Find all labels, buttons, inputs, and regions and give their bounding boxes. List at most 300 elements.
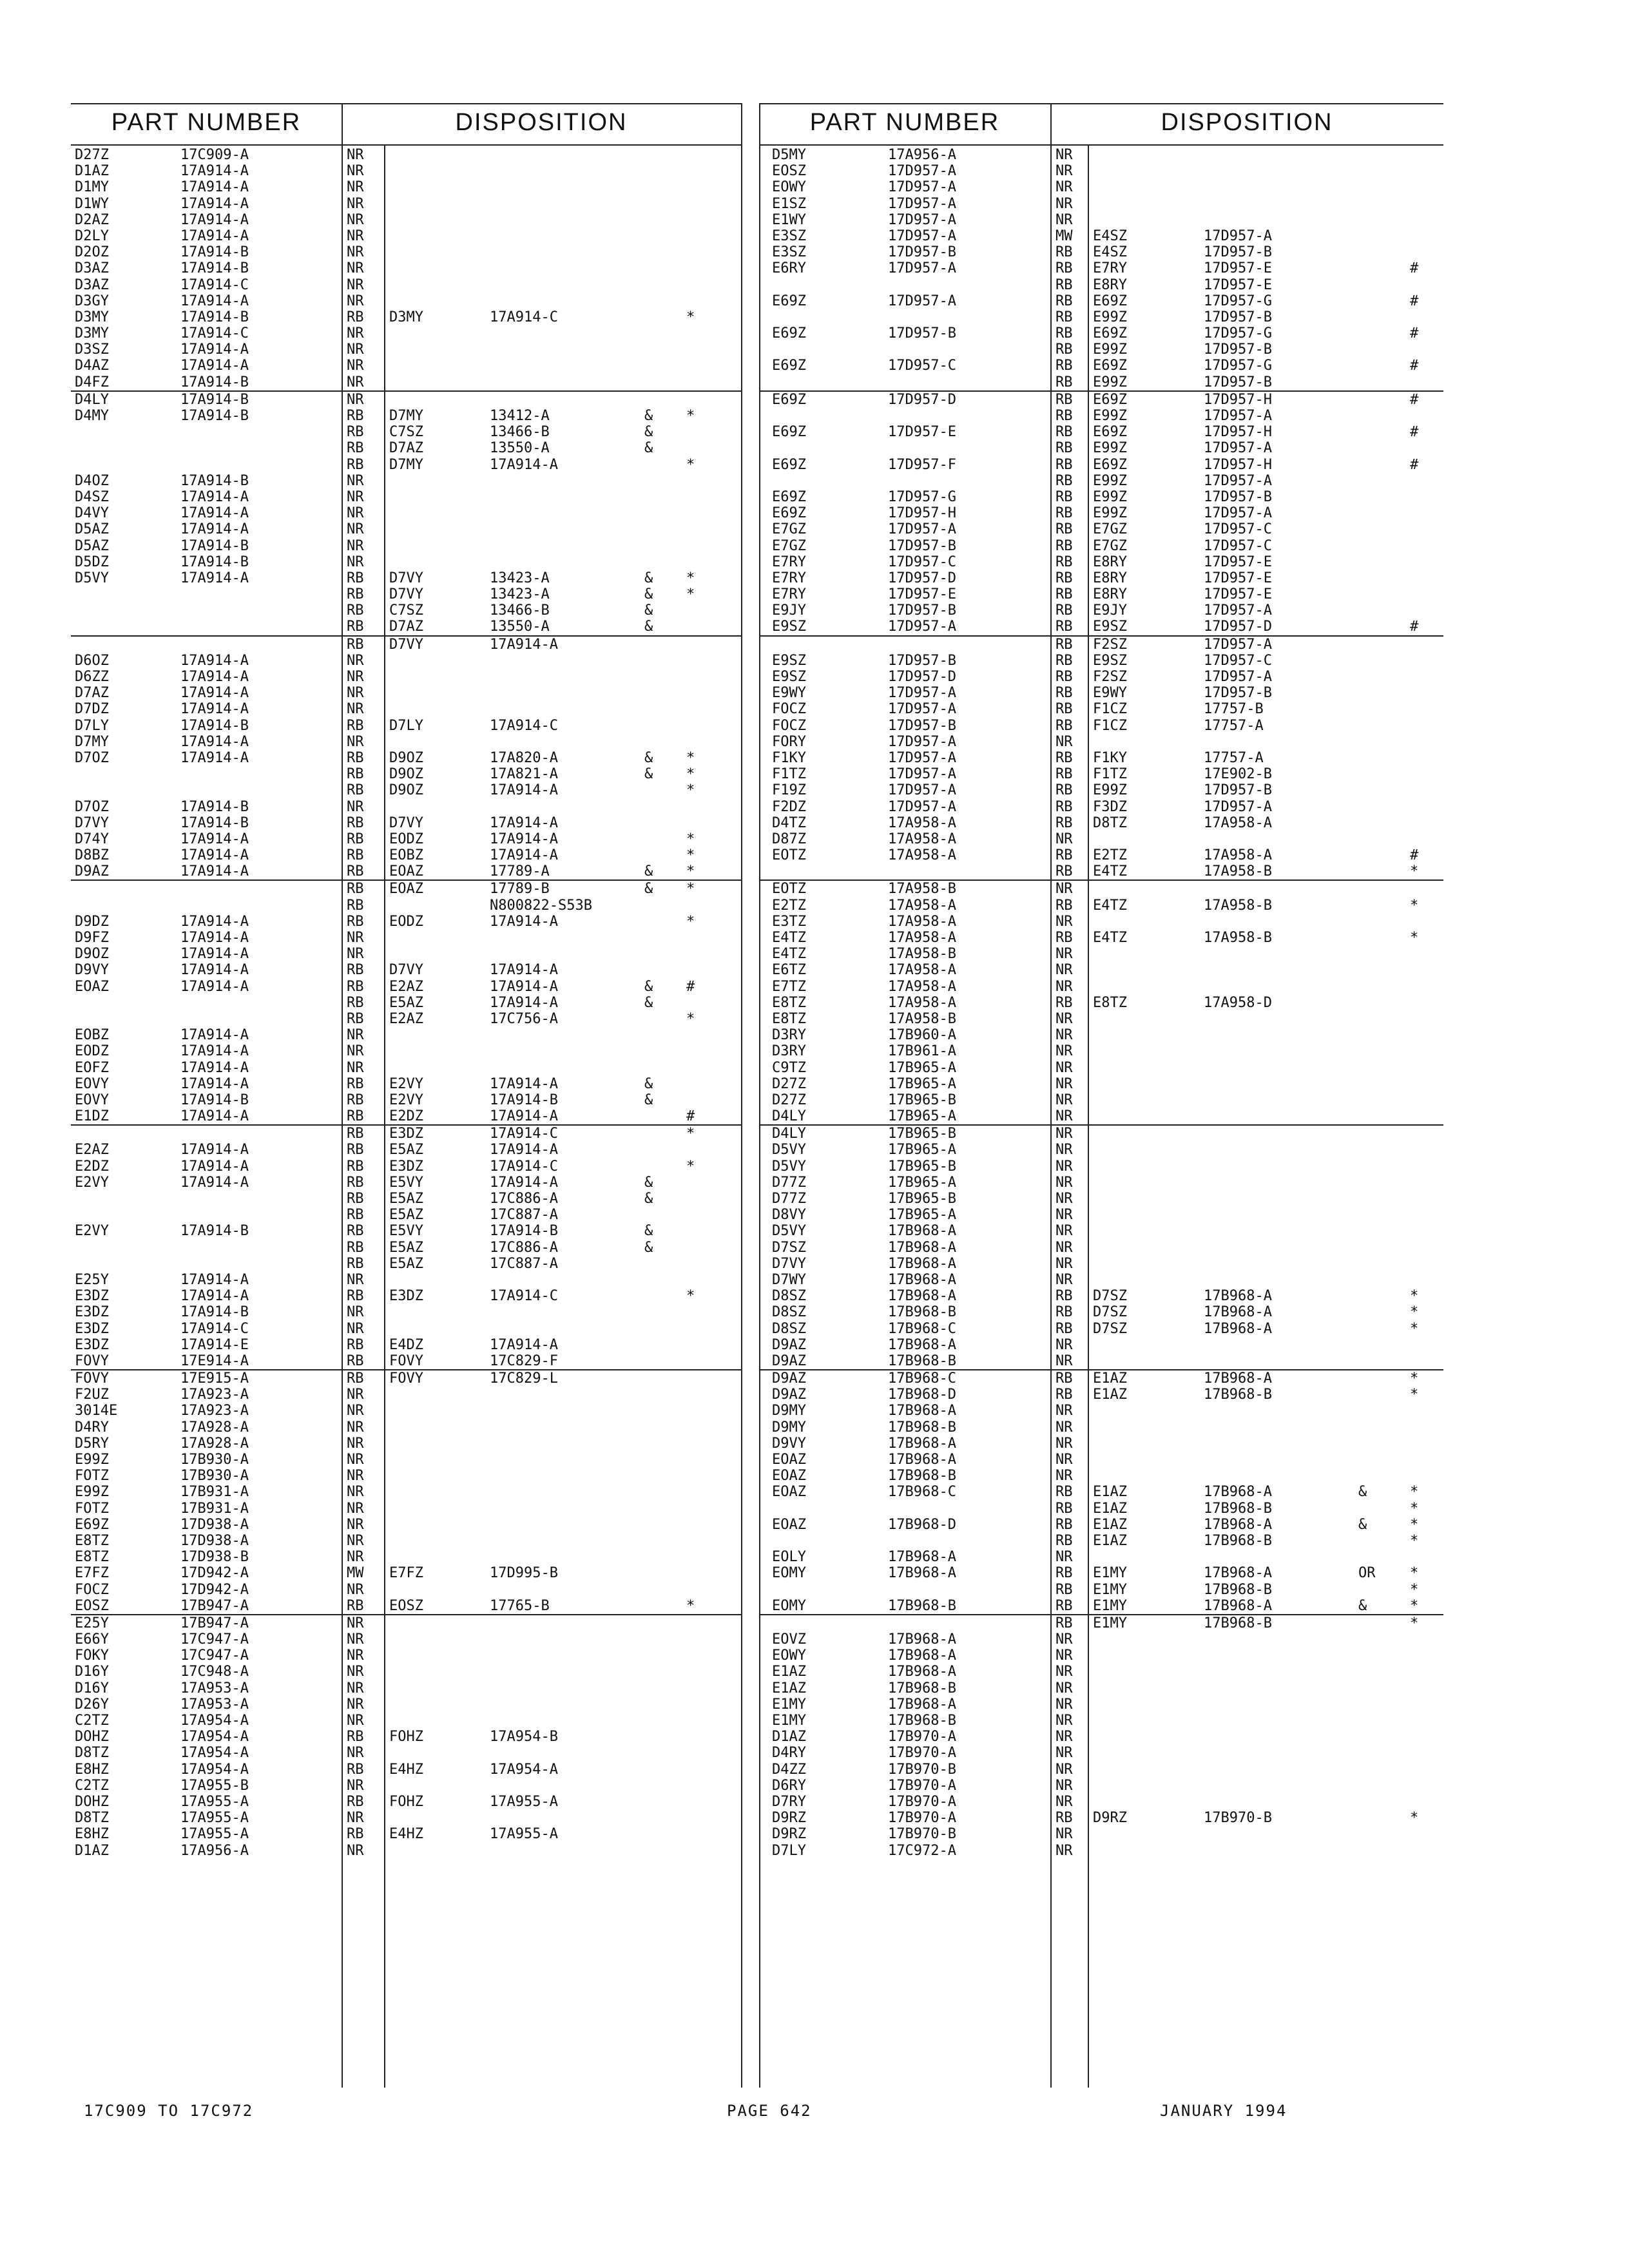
table-row [71, 1631, 741, 1648]
part-code: E2AZ [75, 1142, 109, 1158]
disposition-code: RB [1055, 309, 1073, 325]
replacement-number: 17A958-A [1204, 814, 1272, 831]
part-code: D4MY [75, 408, 109, 424]
part-number: 17A954-A [180, 1729, 249, 1745]
replacement-number: 17A955-A [490, 1793, 558, 1810]
table-row [759, 1158, 1443, 1175]
part-code: D8SZ [772, 1288, 806, 1305]
table-row [759, 718, 1443, 734]
replacement-code: E2AZ [389, 1010, 423, 1027]
mark-2: * [1410, 930, 1419, 946]
part-number: 17B965-A [888, 1108, 956, 1125]
part-code: E3SZ [772, 227, 806, 244]
table-row [759, 1664, 1443, 1680]
table-row [759, 341, 1443, 358]
replacement-number: 17D957-E [1204, 586, 1272, 603]
disposition-code: NR [1055, 195, 1073, 212]
table-row [759, 1631, 1443, 1648]
replacement-code: FOVY [389, 1370, 423, 1387]
part-number: 17B968-C [888, 1484, 956, 1501]
part-number: 17A914-A [180, 179, 249, 196]
part-code: D1AZ [75, 1842, 109, 1859]
part-number: 17A914-A [180, 1059, 249, 1076]
part-number: 17A914-A [180, 733, 249, 750]
table-row [759, 1778, 1443, 1794]
table-row [71, 1484, 741, 1500]
table-row [759, 325, 1443, 341]
left-table [71, 103, 741, 2088]
mark-2: * [686, 1158, 695, 1175]
replacement-code: EODZ [389, 831, 423, 847]
table-row [759, 1615, 1443, 1631]
part-code: EOVY [75, 1075, 109, 1092]
part-number: 17D957-A [888, 211, 956, 228]
mark-2: * [686, 847, 695, 864]
table-row [759, 521, 1443, 537]
part-number: 17A958-A [888, 847, 956, 864]
part-code: E8TZ [772, 1010, 806, 1027]
table-row [71, 586, 741, 602]
part-number: 17A914-A [180, 1075, 249, 1092]
table-row [759, 1810, 1443, 1826]
replacement-code: E69Z [1093, 456, 1127, 473]
part-number: 17B965-B [888, 1091, 956, 1108]
part-number: 17D957-A [888, 766, 956, 783]
table-row [71, 1353, 741, 1370]
replacement-number: 17A914-A [490, 782, 558, 799]
part-number: 17A914-A [180, 1174, 249, 1191]
table-row [759, 831, 1443, 847]
disposition-code: RB [1055, 408, 1073, 424]
replacement-number: 13423-A [490, 586, 550, 603]
disposition-code: NR [347, 211, 364, 228]
part-number: 17B970-B [888, 1826, 956, 1843]
table-row [759, 1403, 1443, 1419]
mark-2: * [686, 570, 695, 586]
table-row [759, 1142, 1443, 1158]
replacement-number: 17D957-E [1204, 276, 1272, 293]
disposition-code: NR [1055, 1745, 1073, 1762]
part-code: D27Z [772, 1075, 806, 1092]
disposition-code: MW [1055, 227, 1073, 244]
replacement-number: 17D957-B [1204, 782, 1272, 799]
table-row [71, 1664, 741, 1680]
disposition-code: NR [1055, 1419, 1073, 1436]
disposition-code: RB [347, 1142, 364, 1158]
replacement-code: E8RY [1093, 586, 1127, 603]
disposition-code: RB [347, 456, 364, 473]
disposition-code: RB [347, 1370, 364, 1387]
disposition-code: RB [347, 1010, 364, 1027]
replacement-code: D7LY [389, 717, 423, 734]
replacement-code: E2AZ [389, 978, 423, 995]
replacement-number: 17A914-A [490, 831, 558, 847]
part-code: E1AZ [772, 1664, 806, 1680]
replacement-number: 17C886-A [490, 1239, 558, 1256]
table-row [71, 293, 741, 309]
part-number: 17B965-A [888, 1174, 956, 1191]
replacement-code: E99Z [1093, 472, 1127, 489]
replacement-code: E8RY [1093, 276, 1127, 293]
part-code: D16Y [75, 1664, 109, 1680]
part-number: 17B968-A [888, 1696, 956, 1713]
part-number: 17B965-B [888, 1126, 956, 1142]
mark-2: * [686, 408, 695, 424]
part-number: 17D957-A [888, 260, 956, 277]
replacement-number: 17757-A [1204, 717, 1264, 734]
disposition-code: RB [1055, 897, 1073, 914]
part-number: 17B968-A [888, 1239, 956, 1256]
replacement-code: E3DZ [389, 1158, 423, 1175]
part-number: 17A914-A [180, 685, 249, 702]
table-row [71, 1419, 741, 1436]
disposition-code: NR [347, 1419, 364, 1436]
part-code: FORY [772, 733, 806, 750]
part-code: D1AZ [772, 1729, 806, 1745]
mark-1: & [644, 570, 653, 586]
table-row [71, 1745, 741, 1761]
disposition-code: RB [347, 1336, 364, 1353]
part-number: 17A914-C [180, 276, 249, 293]
part-number: 17A914-A [180, 195, 249, 212]
part-code: D9VY [75, 962, 109, 979]
table-row [759, 1108, 1443, 1126]
table-row [71, 685, 741, 701]
table-row [71, 1011, 741, 1027]
disposition-code: RB [1055, 424, 1073, 441]
part-number: 17D957-H [888, 505, 956, 522]
table-row [71, 1304, 741, 1320]
replacement-number: 17A914-A [490, 636, 558, 653]
replacement-code: D7VY [389, 814, 423, 831]
disposition-code: NR [1055, 1191, 1073, 1207]
replacement-code: E1AZ [1093, 1387, 1127, 1403]
table-row [71, 782, 741, 798]
part-number: 17A958-A [888, 978, 956, 995]
table-row [71, 946, 741, 962]
disposition-code: NR [347, 1745, 364, 1762]
replacement-number: 17789-B [490, 881, 550, 898]
table-row [71, 1648, 741, 1664]
table-row [759, 163, 1443, 179]
part-number: 17A914-A [180, 1271, 249, 1288]
table-row [759, 260, 1443, 276]
part-code: E8HZ [75, 1826, 109, 1843]
part-code: D4LY [772, 1108, 806, 1125]
replacement-number: 17D957-A [1204, 798, 1272, 815]
disposition-code: RB [1055, 1304, 1073, 1321]
table-row [71, 554, 741, 570]
disposition-code: RB [347, 962, 364, 979]
disposition-code: RB [1055, 440, 1073, 457]
mark-2: # [686, 978, 695, 995]
table-row [71, 1272, 741, 1288]
replacement-code: EOBZ [389, 847, 423, 864]
disposition-code: NR [1055, 1468, 1073, 1485]
replacement-code: E5AZ [389, 1191, 423, 1207]
disposition-code: NR [1055, 1142, 1073, 1158]
disposition-code: NR [1055, 1336, 1073, 1353]
part-code: E7FZ [75, 1565, 109, 1582]
part-code: E3SZ [772, 244, 806, 261]
part-number: 17B968-A [888, 1648, 956, 1664]
replacement-number: 17D957-G [1204, 325, 1272, 342]
replacement-code: F2SZ [1093, 669, 1127, 685]
part-number: 17A914-A [180, 863, 249, 880]
replacement-code: D7AZ [389, 440, 423, 457]
part-code: E7GZ [772, 521, 806, 538]
replacement-code: E8TZ [1093, 994, 1127, 1011]
table-row [759, 782, 1443, 798]
mark-2: * [686, 749, 695, 766]
part-number: 17D957-D [888, 391, 956, 408]
part-number: 17A914-A [180, 962, 249, 979]
part-code: C2TZ [75, 1777, 109, 1794]
disposition-code: NR [347, 1664, 364, 1680]
table-row [71, 1533, 741, 1549]
disposition-code: NR [347, 553, 364, 570]
disposition-code: RB [347, 1597, 364, 1614]
part-code: D8SZ [772, 1320, 806, 1337]
part-code: EOTZ [772, 881, 806, 898]
replacement-number: 17A914-C [490, 1288, 558, 1305]
part-number: 17A914-A [180, 669, 249, 685]
disposition-code: NR [347, 1320, 364, 1337]
disposition-code: NR [347, 1271, 364, 1288]
replacement-number: 13466-B [490, 602, 550, 619]
part-number: 17B968-A [888, 1271, 956, 1288]
part-code: D4ZZ [772, 1761, 806, 1778]
disposition-code: RB [1055, 1565, 1073, 1582]
part-code: D3MY [75, 325, 109, 342]
replacement-code: D7MY [389, 408, 423, 424]
mark-1: & [644, 1239, 653, 1256]
table-row [71, 163, 741, 179]
table-row [71, 1370, 741, 1387]
disposition-code: NR [347, 227, 364, 244]
part-number: 17B947-A [180, 1597, 249, 1614]
disposition-code: RB [347, 1075, 364, 1092]
table-row [71, 212, 741, 228]
replacement-number: 17757-B [1204, 701, 1264, 718]
part-number: 17A914-B [180, 244, 249, 261]
part-code: D4FZ [75, 374, 109, 390]
disposition-code: NR [1055, 1255, 1073, 1272]
part-code: E8TZ [772, 994, 806, 1011]
replacement-number: 17D957-B [1204, 488, 1272, 505]
table-row [71, 1175, 741, 1191]
part-code: D9AZ [772, 1336, 806, 1353]
part-number: 17D957-C [888, 358, 956, 374]
disposition-code: MW [347, 1565, 364, 1582]
part-number: 17A914-E [180, 1336, 249, 1353]
table-row [71, 196, 741, 212]
disposition-code: NR [347, 244, 364, 261]
table-row [759, 653, 1443, 669]
part-number: 17A923-A [180, 1403, 249, 1419]
table-row [71, 244, 741, 260]
table-row [71, 1565, 741, 1581]
table-row [71, 457, 741, 473]
disposition-code: NR [347, 1387, 364, 1403]
part-code: E99Z [75, 1452, 109, 1468]
part-number: 17B930-A [180, 1468, 249, 1485]
part-number: 17B970-A [888, 1777, 956, 1794]
part-number: 17A914-A [180, 341, 249, 358]
replacement-number: 17A914-B [490, 1091, 558, 1108]
part-number: 17A914-A [180, 1288, 249, 1305]
mark-2: * [1410, 1516, 1419, 1533]
replacement-code: E99Z [1093, 505, 1127, 522]
part-code: FOCZ [772, 701, 806, 718]
part-code: E9WY [772, 685, 806, 702]
replacement-number: 13466-B [490, 424, 550, 441]
table-row [759, 1387, 1443, 1403]
mark-1: & [1358, 1516, 1367, 1533]
part-number: 17B965-A [888, 1142, 956, 1158]
part-number: 17D957-A [888, 521, 956, 538]
part-code: E69Z [772, 488, 806, 505]
replacement-number: 17C829-L [490, 1370, 558, 1387]
part-number: 17A914-B [180, 391, 249, 408]
replacement-number: 17C887-A [490, 1207, 558, 1224]
replacement-number: 17D957-A [1204, 669, 1272, 685]
replacement-number: 17A820-A [490, 749, 558, 766]
part-code: D4AZ [75, 358, 109, 374]
part-code: E9SZ [772, 619, 806, 635]
disposition-code: NR [1055, 1158, 1073, 1175]
table-row [71, 309, 741, 325]
part-code: E69Z [772, 391, 806, 408]
part-code: E2VY [75, 1174, 109, 1191]
replacement-code: E69Z [1093, 325, 1127, 342]
disposition-code: RB [1055, 1597, 1073, 1614]
replacement-code: E1AZ [1093, 1484, 1127, 1501]
part-number: 17A956-A [888, 147, 956, 163]
replacement-code: E7RY [1093, 260, 1127, 277]
part-code: E69Z [772, 456, 806, 473]
table-row [759, 685, 1443, 701]
part-number: 17B931-A [180, 1484, 249, 1501]
part-number: 17D957-A [888, 798, 956, 815]
replacement-number: 17D957-D [1204, 619, 1272, 635]
table-row [71, 570, 741, 586]
table-row [71, 260, 741, 276]
disposition-code: RB [1055, 586, 1073, 603]
table-row [71, 1387, 741, 1403]
table-row [71, 962, 741, 978]
replacement-code: E7GZ [1093, 537, 1127, 554]
table-row [71, 1043, 741, 1059]
table-row [71, 930, 741, 946]
disposition-code: RB [347, 1793, 364, 1810]
disposition-code: NR [347, 260, 364, 277]
part-code: D4LY [75, 391, 109, 408]
part-number: 17D957-A [888, 163, 956, 180]
part-number: 17A928-A [180, 1435, 249, 1452]
disposition-code: RB [347, 1288, 364, 1305]
part-code: E99Z [75, 1484, 109, 1501]
disposition-code: RB [347, 636, 364, 653]
disposition-code: NR [347, 1516, 364, 1533]
part-code: E6TZ [772, 962, 806, 979]
disposition-code: NR [347, 1027, 364, 1044]
replacement-code: E5AZ [389, 1142, 423, 1158]
disposition-code: NR [347, 1304, 364, 1321]
table-row [759, 538, 1443, 554]
replacement-code: E99Z [1093, 374, 1127, 390]
part-code: D7RY [772, 1793, 806, 1810]
part-number: 17D957-A [888, 733, 956, 750]
mark-1: & [644, 978, 653, 995]
part-code: E69Z [772, 358, 806, 374]
table-row [759, 1598, 1443, 1615]
disposition-code: NR [1055, 1091, 1073, 1108]
table-row [71, 179, 741, 195]
table-row [71, 1240, 741, 1256]
part-code: D7OZ [75, 749, 109, 766]
mark-2: * [1410, 1810, 1419, 1827]
part-number: 17D942-A [180, 1565, 249, 1582]
part-number-header: PART NUMBER [809, 109, 1000, 136]
part-code: F19Z [772, 782, 806, 799]
replacement-number: 17D957-A [1204, 505, 1272, 522]
replacement-code: E1AZ [1093, 1500, 1127, 1517]
table-row [71, 392, 741, 408]
disposition-code: NR [1055, 1793, 1073, 1810]
disposition-code: NR [1055, 1403, 1073, 1419]
part-code: D5VY [75, 570, 109, 586]
part-code: D9AZ [772, 1352, 806, 1369]
part-number: 17B968-C [888, 1320, 956, 1337]
disposition-code: RB [1055, 1810, 1073, 1827]
replacement-code: E99Z [1093, 341, 1127, 358]
part-code: E7TZ [772, 978, 806, 995]
part-number: 17A958-A [888, 814, 956, 831]
mark-1: & [644, 1191, 653, 1207]
table-row [759, 1256, 1443, 1272]
disposition-code: NR [347, 1842, 364, 1859]
replacement-number: 17A914-A [490, 1108, 558, 1125]
part-code: D77Z [772, 1191, 806, 1207]
replacement-code: EOSZ [389, 1597, 423, 1614]
replacement-number: 17D957-C [1204, 521, 1272, 538]
table-row [71, 653, 741, 669]
replacement-number: 17A914-B [490, 1223, 558, 1240]
part-number: 17C972-A [888, 1842, 956, 1859]
part-code: EOSZ [75, 1597, 109, 1614]
replacement-number: 17C756-A [490, 1010, 558, 1027]
table-row [71, 1223, 741, 1239]
part-code: D7VY [772, 1255, 806, 1272]
disposition-code: NR [347, 1631, 364, 1648]
part-code: EOTZ [772, 847, 806, 864]
replacement-number: 13550-A [490, 619, 550, 635]
disposition-code: NR [1055, 1075, 1073, 1092]
table-row [71, 602, 741, 619]
part-number: 17B968-A [888, 1403, 956, 1419]
table-row [71, 1843, 741, 1859]
part-code: D9DZ [75, 913, 109, 930]
part-number: 17C909-A [180, 147, 249, 163]
table-row [759, 1680, 1443, 1696]
disposition-code: RB [1055, 472, 1073, 489]
disposition-code: RB [347, 1126, 364, 1142]
disposition-code: RB [1055, 505, 1073, 522]
disposition-code: NR [1055, 1271, 1073, 1288]
table-row [71, 1060, 741, 1076]
table-row [71, 1713, 741, 1729]
